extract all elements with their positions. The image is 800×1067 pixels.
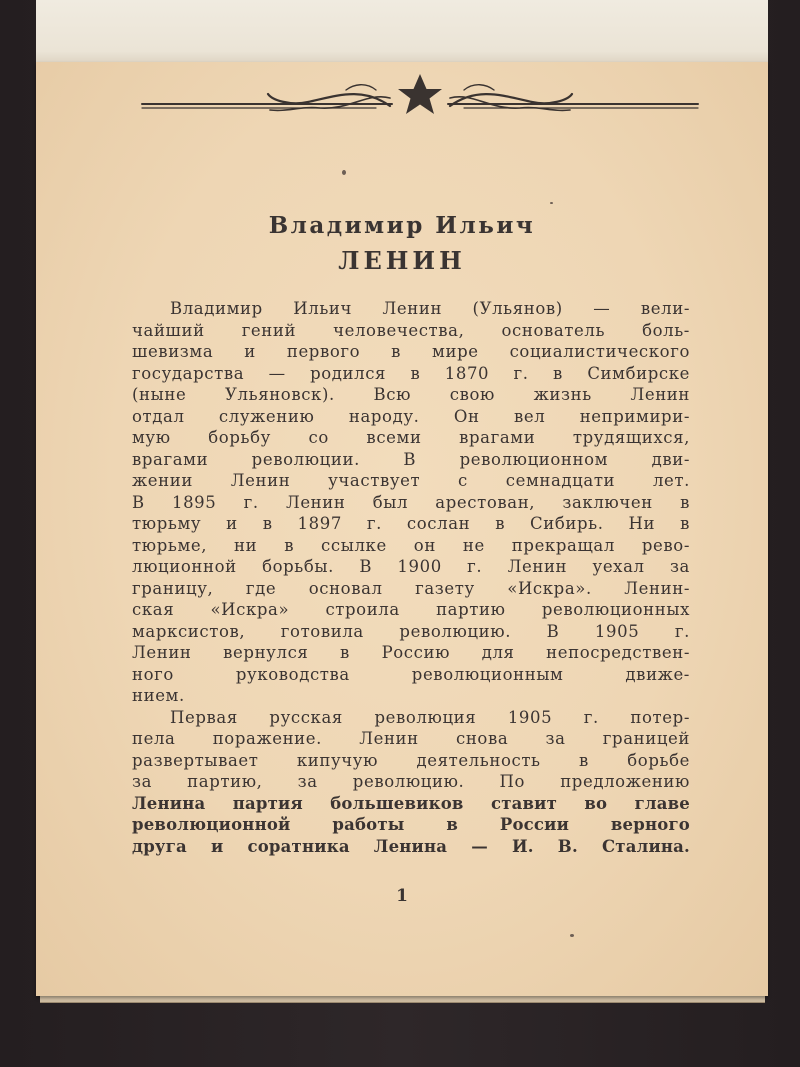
text-line: Ленин вернулся в Россию для непосредствен-	[132, 643, 690, 662]
text-line: государства — родился в 1870 г. в Симбирске	[132, 363, 690, 383]
star-ornament-icon	[140, 70, 700, 120]
print-speck	[550, 202, 553, 204]
text-line: Владимир Ильич Ленин (Ульянов) — вели-	[170, 299, 690, 318]
text-line: марксистов, готовила революцию. В 1905 г.	[132, 621, 690, 641]
text-line: Первая русская революция 1905 г. потер-	[170, 707, 690, 727]
book-page	[36, 62, 768, 996]
text-line: нием.	[132, 686, 185, 705]
text-line: ская «Искра» строила партию революционных	[132, 600, 690, 619]
text-line: за партию, за революцию. По предложению	[132, 772, 690, 791]
author-surname-title: ЛЕНИН	[338, 246, 466, 275]
text-line: (ныне Ульяновск). Всю свою жизнь Ленин	[132, 385, 690, 404]
biography-text	[132, 298, 690, 857]
text-line: В 1895 г. Ленин был арестован, заключен в	[132, 492, 690, 512]
print-speck	[342, 170, 346, 175]
text-line: тюрьму и в 1897 г. сослан в Сибирь. Ни в	[132, 514, 690, 533]
text-line: жении Ленин участвует с семнадцати лет.	[132, 471, 690, 490]
text-line: ного руководства революционным движе-	[132, 664, 690, 684]
author-name: Владимир Ильич	[268, 212, 536, 239]
text-line: границу, где основал газету «Искра». Ленин-	[132, 578, 690, 598]
text-line: революционной работы в России верного	[132, 815, 690, 834]
text-line: отдал служению народу. Он вел непримири-	[132, 406, 690, 426]
text-line: пела поражение. Ленин снова за границей	[132, 729, 690, 748]
text-line: развертывает кипучую деятельность в борьбе	[132, 750, 690, 770]
text-line: шевизма и первого в мире социалистического	[132, 342, 690, 361]
text-line: тюрьме, ни в ссылке он не прекращал рево-	[132, 535, 690, 555]
print-speck	[570, 934, 574, 937]
text-line: Ленина партия большевиков ставит во главе	[132, 793, 690, 813]
text-line: врагами революции. В революционном дви-	[132, 449, 690, 469]
page-number: 1	[396, 886, 408, 906]
text-line: друга и соратника Ленина — И. В. Сталина.	[132, 836, 690, 856]
text-line: люционной борьбы. В 1900 г. Ленин уехал за	[132, 557, 690, 576]
facing-page-edge	[36, 0, 768, 64]
text-line: чайший гений человечества, основатель боль-	[132, 320, 690, 340]
text-line: мую борьбу со всеми врагами трудящихся,	[132, 428, 690, 447]
